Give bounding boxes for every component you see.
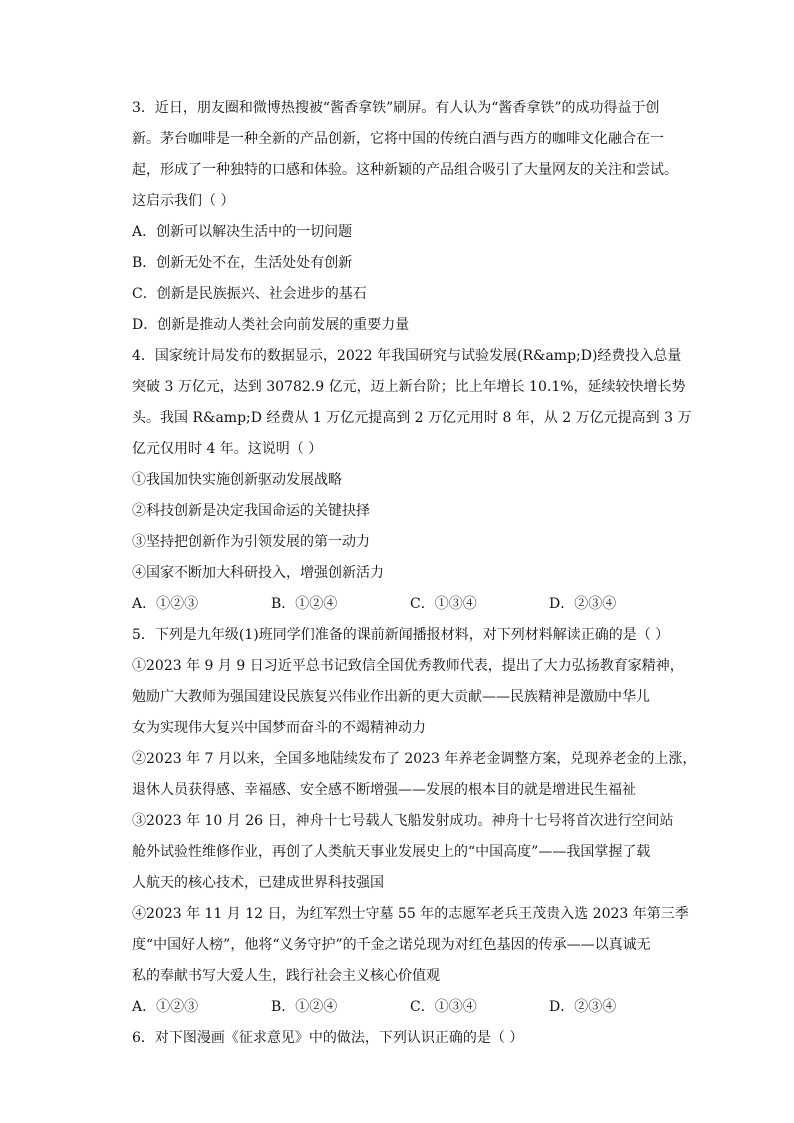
q5-stem-line-1: 5．下列是九年级(1)班同学们准备的课前新闻播报材料，对下列材料解读正确的是（ ） (132, 627, 670, 643)
q5-choice-c: C．①③④ (410, 999, 477, 1015)
q4-statement-2: ②科技创新是决定我国命运的关键抉择 (132, 503, 370, 519)
q3-option-c: C．创新是民族振兴、社会进步的基石 (132, 286, 367, 302)
q5-choices (132, 997, 672, 1017)
q4-choice-d: D．②③④ (549, 596, 617, 612)
q5-item-line-6: ③2023 年 10 月 26 日，神舟十七号载人飞船发射成功。神舟十七号将首次进行空间站 (132, 813, 674, 829)
q5-item-line-5: 退休人员获得感、幸福感、安全感不断增强——发展的根本目的就是增进民生福祉 (132, 782, 636, 798)
q5-item-line-3: 女为实现伟大复兴中国梦而奋斗的不竭精神动力 (132, 720, 426, 736)
q4-statement-1: ①我国加快实施创新驱动发展战略 (132, 472, 342, 488)
q5-choice-b: B．①②④ (271, 999, 338, 1015)
q4-stem-line-4: 亿元仅用时 4 年。这说明（ ） (132, 441, 323, 457)
q4-stem-line-2: 突破 3 万亿元，达到 30782.9 亿元，迈上新台阶；比上年增长 10.1%，延续较快增长势 (132, 379, 686, 395)
q5-item-line-11: 私的奉献书写大爱人生，践行社会主义核心价值观 (132, 968, 440, 984)
q4-statement-4: ④国家不断加大科研投入，增强创新活力 (132, 565, 384, 581)
q4-statement-3: ③坚持把创新作为引领发展的第一动力 (132, 534, 370, 550)
q3-stem-line-4: 这启示我们（ ） (132, 193, 235, 209)
q4-choice-b: B．①②④ (271, 596, 338, 612)
q4-choice-c: C．①③④ (410, 596, 477, 612)
q4-stem-line-1: 4．国家统计局发布的数据显示，2022 年我国研究与试验发展(R&amp;D)经费投入总量 (132, 348, 682, 364)
q3-stem-line-3: 起，形成了一种独特的口感和体验。这种新颖的产品组合吸引了大量网友的关注和尝试。 (132, 162, 678, 178)
q5-choice-d: D．②③④ (549, 999, 617, 1015)
q3-stem-line-1: 3．近日，朋友圈和微博热搜被“酱香拿铁”刷屏。有人认为“酱香拿铁”的成功得益于创 (132, 100, 660, 116)
q5-item-line-2: 勉励广大教师为强国建设民族复兴伟业作出新的更大贡献——民族精神是激励中华儿 (132, 689, 650, 705)
q5-item-line-7: 舱外试验性维修作业，再创了人类航天事业发展史上的“中国高度”——我国掌握了载 (132, 844, 651, 860)
q3-option-a: A．创新可以解决生活中的一切问题 (132, 224, 353, 240)
q5-item-line-9: ④2023 年 11 月 12 日，为红军烈士守墓 55 年的志愿军老兵王茂贵入选 2023 年第三季 (132, 906, 689, 922)
q4-choices (132, 594, 672, 614)
q3-option-b: B．创新无处不在，生活处处有创新 (132, 255, 353, 271)
q5-choice-a: A．①②③ (132, 999, 199, 1015)
q3-option-d: D．创新是推动人类社会向前发展的重要力量 (132, 317, 410, 333)
q6-stem-line-1: 6．对下图漫画《征求意见》中的做法，下列认识正确的是（ ） (132, 1030, 524, 1046)
q5-item-line-4: ②2023 年 7 月以来，全国多地陆续发布了 2023 年养老金调整方案，兑现养老金的上涨， (132, 751, 697, 767)
q4-stem-line-3: 头。我国 R&amp;D 经费从 1 万亿元提高到 2 万亿元用时 8 年，从 2 万亿元提高到 3 万 (132, 410, 692, 426)
q4-choice-a: A．①②③ (132, 596, 199, 612)
q5-item-line-1: ①2023 年 9 月 9 日习近平总书记致信全国优秀教师代表，提出了大力弘扬教育家精神， (132, 658, 684, 674)
q5-item-line-10: 度“中国好人榜”，他将“义务守护”的千金之诺兑现为对红色基因的传承——以真诚无 (132, 937, 651, 953)
q3-stem-line-2: 新。茅台咖啡是一种全新的产品创新，它将中国的传统白酒与西方的咖啡文化融合在一 (132, 131, 664, 147)
q5-item-line-8: 人航天的核心技术，已建成世界科技强国 (132, 875, 384, 891)
